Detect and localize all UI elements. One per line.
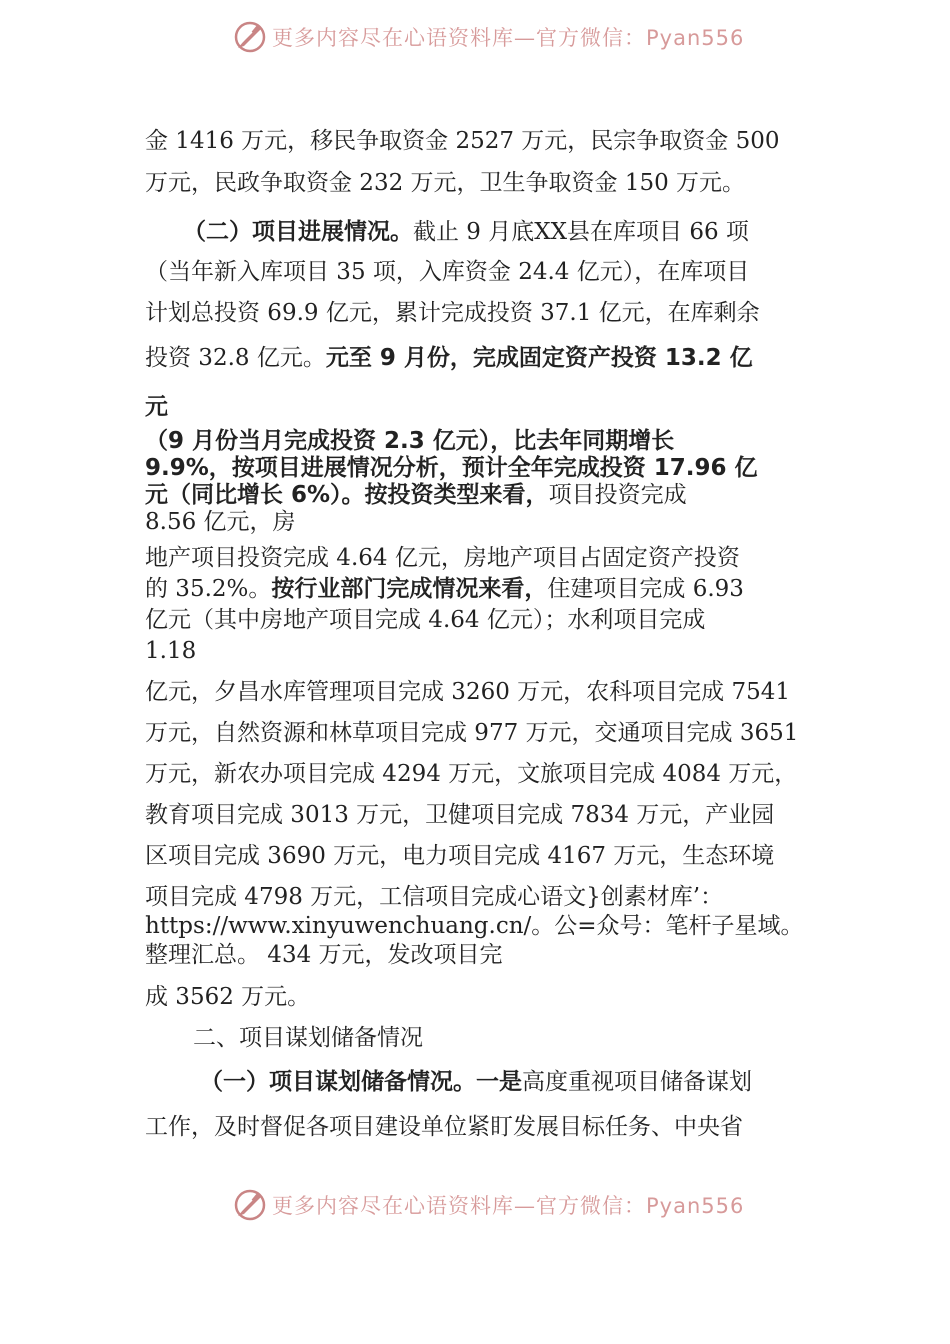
- text-line: 工作，及时督促各项目建设单位紧盯发展目标任务、中央省: [145, 1114, 743, 1140]
- text-line: 万元，新农办项目完成 4294 万元，文旅项目完成 4084 万元，: [145, 761, 798, 787]
- text-line: （一）项目谋划储备情况。一是高度重视项目储备谋划: [200, 1069, 752, 1095]
- text-line: 亿元，夕昌水库管理项目完成 3260 万元，农科项目完成 7541: [145, 679, 790, 705]
- subheading: （一）项目谋划储备情况。一是: [200, 1069, 522, 1095]
- banner-text: 更多内容尽在心语资料库—官方微信：Pyan556: [272, 26, 745, 50]
- text-line: 的 35.2%。按行业部门完成情况来看，住建项目完成 6.93: [145, 576, 744, 602]
- footer-banner: [0, 1184, 950, 1224]
- text-line: （当年新入库项目 35 项，入库资金 24.4 亿元），在库项目: [145, 259, 750, 285]
- text-line: （二）项目进展情况。截止 9 月底XX县在库项目 66 项: [183, 219, 749, 245]
- text-line: 元: [145, 394, 168, 420]
- text-line: 9.9%，按项目进展情况分析，预计全年完成投资 17.96 亿: [145, 455, 758, 481]
- text-line: 亿元（其中房地产项目完成 4.64 亿元）；水利项目完成: [145, 607, 706, 633]
- text-line: 金 1416 万元，移民争取资金 2527 万元，民宗争取资金 500: [145, 128, 780, 154]
- text-line: 计划总投资 69.9 亿元，累计完成投资 37.1 亿元，在库剩余: [145, 300, 760, 326]
- header-banner: [0, 16, 950, 56]
- text-line: 万元，自然资源和林草项目完成 977 万元，交通项目完成 3651: [145, 720, 799, 746]
- quill-logo-icon: [232, 18, 268, 54]
- section-heading: 二、项目谋划储备情况: [193, 1025, 423, 1051]
- text-line: 成 3562 万元。: [145, 984, 311, 1010]
- text-line: 整理汇总。 434 万元，发改项目完: [145, 942, 503, 968]
- text-line: 地产项目投资完成 4.64 亿元，房地产项目占固定资产投资: [145, 545, 740, 571]
- text-line: 项目完成 4798 万元，工信项目完成心语文}创素材库’：: [145, 884, 724, 910]
- quill-logo-icon: [232, 1186, 268, 1222]
- text-line: 区项目完成 3690 万元，电力项目完成 4167 万元，生态环境: [145, 843, 775, 869]
- text-line: 教育项目完成 3013 万元，卫健项目完成 7834 万元，产业园: [145, 802, 775, 828]
- text-line: 1.18: [145, 638, 197, 664]
- text-line: （9 月份当月完成投资 2.3 亿元），比去年同期增长: [145, 428, 675, 454]
- text-line: 元（同比增长 6%）。按投资类型来看，项目投资完成: [145, 482, 687, 508]
- text-line: https://www.xinyuwenchuang.cn/。公=众号：笔杆子星域。: [145, 913, 804, 939]
- text-line: 万元，民政争取资金 232 万元，卫生争取资金 150 万元。: [145, 170, 746, 196]
- text-line: 投资 32.8 亿元。元至 9 月份，完成固定资产投资 13.2 亿: [145, 345, 753, 371]
- text-line: 8.56 亿元，房: [145, 509, 296, 535]
- subheading: （二）项目进展情况。: [183, 219, 413, 245]
- banner-text: 更多内容尽在心语资料库—官方微信：Pyan556: [272, 1194, 745, 1218]
